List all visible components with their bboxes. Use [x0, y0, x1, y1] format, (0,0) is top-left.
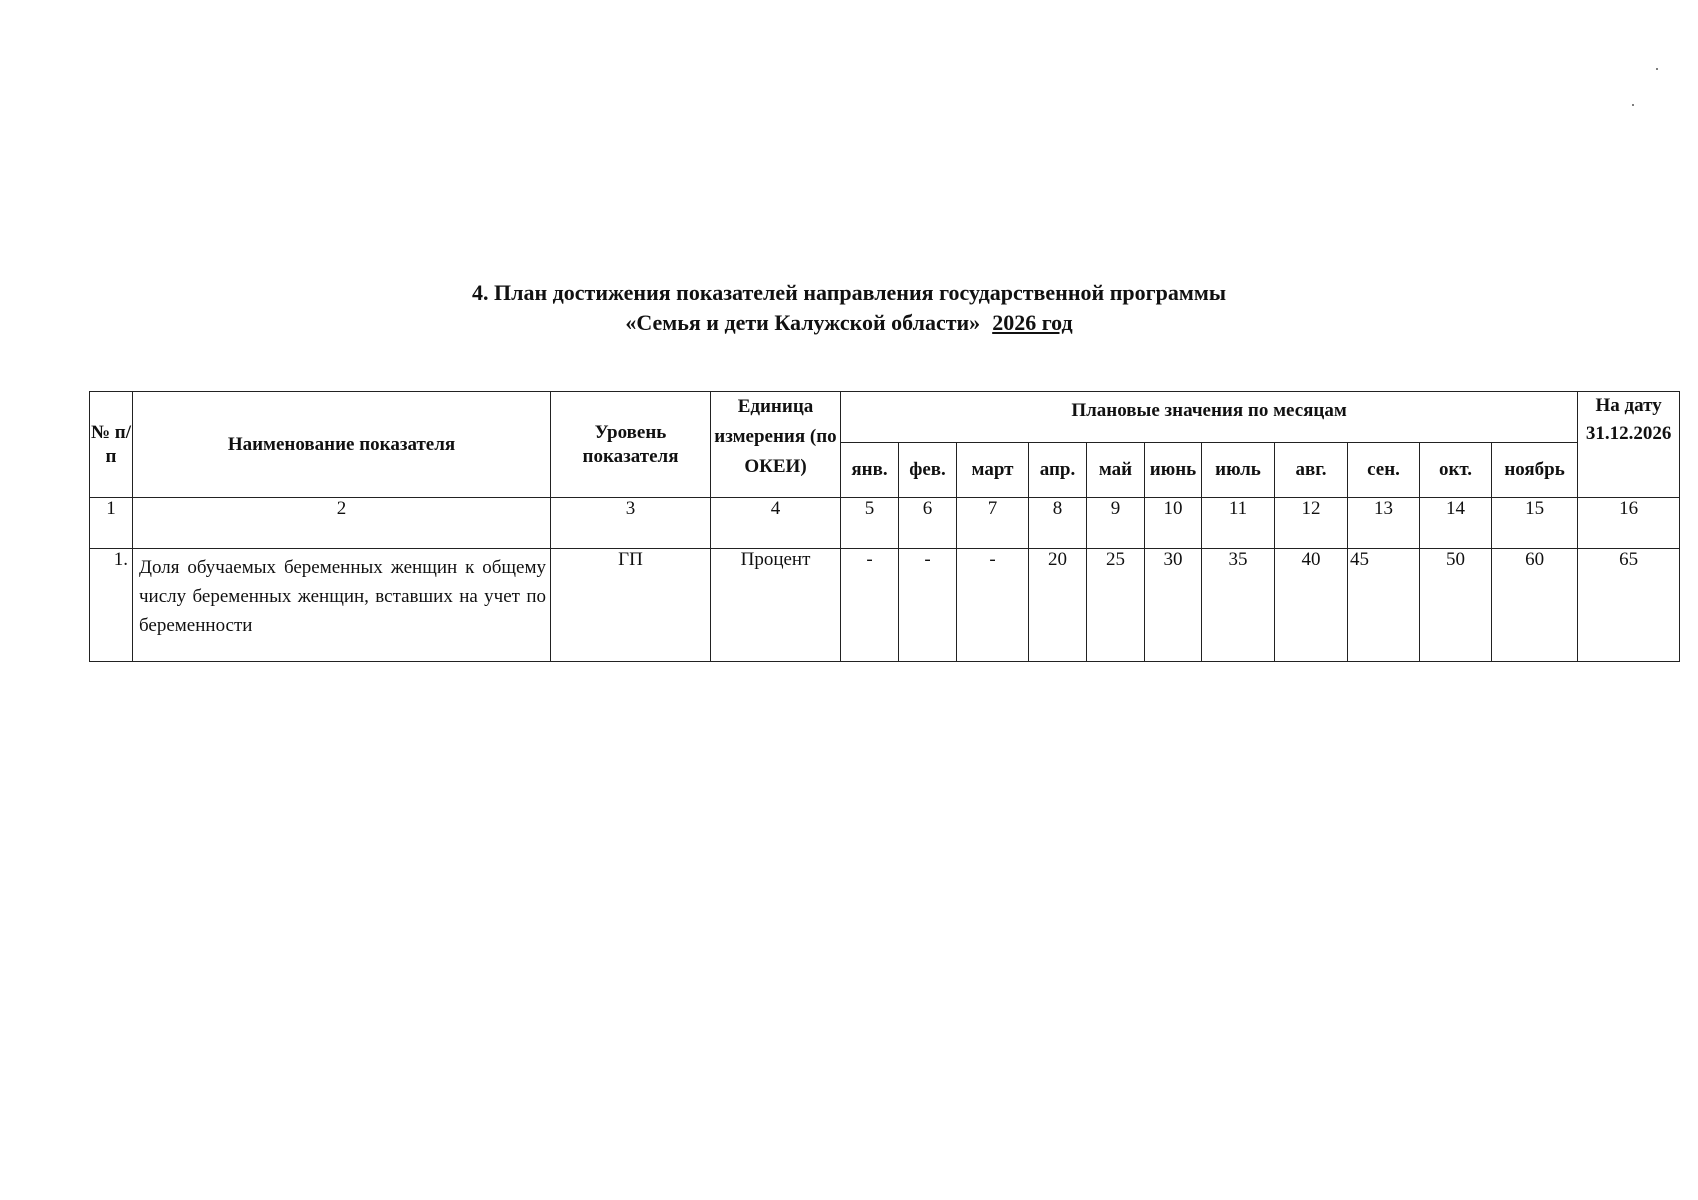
column-number-row — [90, 498, 1680, 549]
month-header: ноябрь — [1492, 443, 1578, 498]
indicator-unit: Процент — [711, 549, 841, 662]
column-number: 9 — [1087, 498, 1145, 549]
title-line-2 — [0, 308, 1698, 338]
month-value: 45 — [1348, 549, 1420, 662]
header-name: Наименование показателя — [133, 392, 551, 498]
month-header: янв. — [841, 443, 899, 498]
month-header: авг. — [1275, 443, 1348, 498]
title-year: 2026 год — [992, 310, 1073, 335]
month-header: июль — [1202, 443, 1275, 498]
column-number: 14 — [1420, 498, 1492, 549]
column-number: 13 — [1348, 498, 1420, 549]
column-number: 16 — [1578, 498, 1680, 549]
month-header: март — [957, 443, 1029, 498]
month-header: окт. — [1420, 443, 1492, 498]
program-name: «Семья и дети Калужской области» — [625, 310, 981, 335]
month-value: 30 — [1145, 549, 1202, 662]
plan-table — [89, 391, 1680, 662]
month-value: - — [841, 549, 899, 662]
column-number: 8 — [1029, 498, 1087, 549]
month-value: 20 — [1029, 549, 1087, 662]
month-value: 50 — [1420, 549, 1492, 662]
month-header: апр. — [1029, 443, 1087, 498]
month-value: - — [957, 549, 1029, 662]
page-title — [0, 278, 1698, 338]
month-header: сен. — [1348, 443, 1420, 498]
indicator-level: ГП — [551, 549, 711, 662]
column-number: 3 — [551, 498, 711, 549]
header-date — [1578, 392, 1680, 498]
indicator-name: Доля обучаемых беременных женщин к общему числу беременных женщин, вставших на учет по беременности — [133, 549, 551, 662]
title-line-1: 4. План достижения показателей направления государственной программы — [471, 280, 1226, 305]
column-number: 2 — [133, 498, 551, 549]
column-number: 15 — [1492, 498, 1578, 549]
column-number: 4 — [711, 498, 841, 549]
month-value: 35 — [1202, 549, 1275, 662]
scan-speck — [1632, 104, 1634, 106]
month-header: фев. — [899, 443, 957, 498]
header-num: № п/п — [90, 392, 133, 498]
column-number: 12 — [1275, 498, 1348, 549]
end-value: 65 — [1578, 549, 1680, 662]
month-value: 25 — [1087, 549, 1145, 662]
month-value: - — [899, 549, 957, 662]
scan-speck — [1656, 68, 1658, 70]
month-value: 40 — [1275, 549, 1348, 662]
header-planned: Плановые значения по месяцам — [841, 392, 1578, 443]
column-number: 11 — [1202, 498, 1275, 549]
month-header: июнь — [1145, 443, 1202, 498]
column-number: 5 — [841, 498, 899, 549]
column-number: 6 — [899, 498, 957, 549]
row-num: 1. — [90, 549, 133, 662]
header-date-label: На дату — [1595, 395, 1662, 416]
header-level: Уровень показателя — [551, 392, 711, 498]
column-number: 1 — [90, 498, 133, 549]
header-date-value: 31.12.2026 — [1585, 423, 1672, 444]
table-row — [90, 549, 1680, 662]
month-header: май — [1087, 443, 1145, 498]
column-number: 7 — [957, 498, 1029, 549]
column-number: 10 — [1145, 498, 1202, 549]
header-unit: Единица измерения (по ОКЕИ) — [711, 392, 841, 498]
header-row — [90, 392, 1680, 443]
month-value: 60 — [1492, 549, 1578, 662]
